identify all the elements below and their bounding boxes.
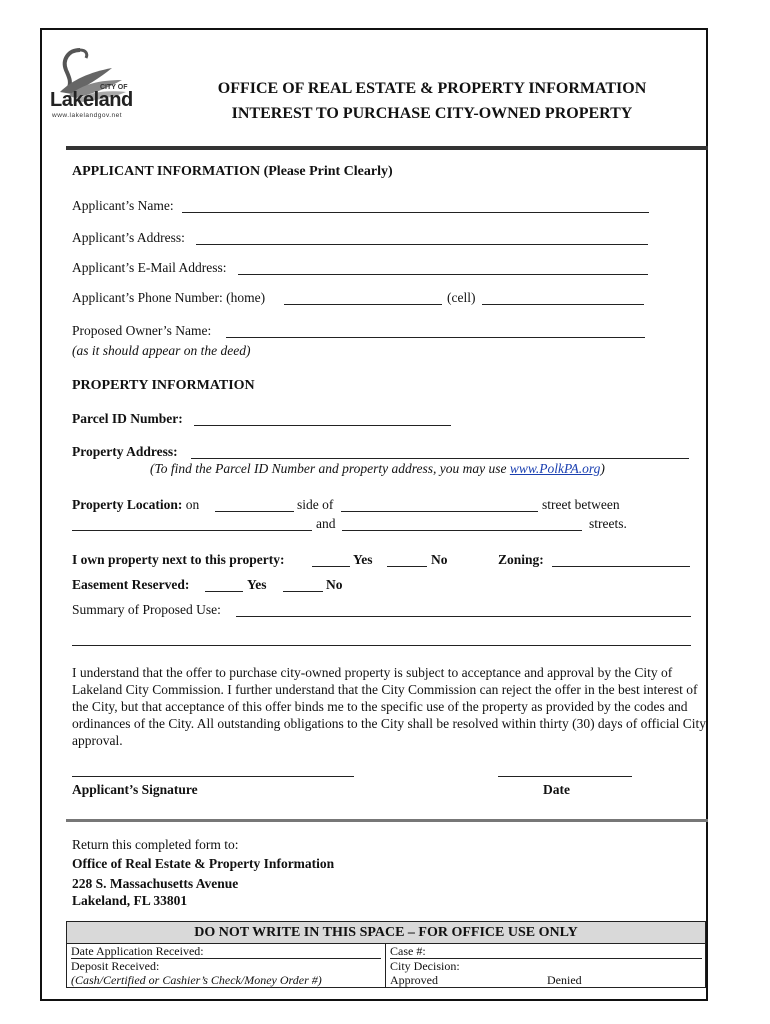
own-adjacent-label: I own property next to this property: bbox=[72, 552, 285, 567]
address-note-close: ) bbox=[600, 461, 605, 476]
parcel-id-label: Parcel ID Number: bbox=[72, 411, 183, 426]
return-office: Office of Real Estate & Property Information bbox=[72, 856, 335, 871]
easement-yes-field[interactable] bbox=[205, 591, 243, 592]
applicant-address-label: Applicant’s Address: bbox=[72, 230, 185, 245]
page-title-line2: INTEREST TO PURCHASE CITY-OWNED PROPERTY bbox=[231, 105, 633, 122]
acknowledgement-statement: I understand that the offer to purchase city-owned property is subject to acceptance and approval by the City of Lakeland City Commission. I further understand that the City Commission can reject the offer in the best interest of the City, but that acceptance of this offer binds me to the specific use of the property as provided by the codes and ordinances of the City. All outstanding obligations to the City shall be resolved within thirty (30) days of official City approval. bbox=[72, 665, 707, 748]
property-address-label: Property Address: bbox=[72, 444, 178, 459]
city-decision-label: City Decision: bbox=[390, 959, 460, 973]
deposit-note: (Cash/Certified or Cashier’s Check/Money Order #) bbox=[71, 973, 322, 987]
date-field[interactable] bbox=[498, 776, 632, 777]
logo-city-of: CITY OF bbox=[100, 84, 128, 91]
signature-divider bbox=[66, 819, 708, 822]
easement-no-field[interactable] bbox=[283, 591, 323, 592]
applicant-email-field[interactable] bbox=[238, 274, 648, 275]
date-received-cell: Date Application Received: bbox=[71, 944, 381, 959]
location-direction-field[interactable] bbox=[215, 511, 294, 512]
zoning-label: Zoning: bbox=[498, 552, 544, 567]
signature-label: Applicant’s Signature bbox=[72, 782, 198, 797]
office-use-title: DO NOT WRITE IN THIS SPACE – FOR OFFICE USE ONLY bbox=[67, 922, 705, 944]
city-logo bbox=[50, 44, 140, 124]
address-note-text: (To find the Parcel ID Number and property address, you may use bbox=[150, 461, 510, 476]
proposed-owner-field[interactable] bbox=[226, 337, 645, 338]
header-divider bbox=[66, 146, 708, 150]
easement-yes-label: Yes bbox=[247, 577, 267, 592]
applicant-section-title: APPLICANT INFORMATION (Please Print Clearly) bbox=[72, 164, 393, 179]
own-adjacent-yes-field[interactable] bbox=[312, 566, 350, 567]
deposit-received-label: Deposit Received: bbox=[71, 959, 160, 973]
decision-denied: Denied bbox=[547, 973, 582, 987]
office-use-box bbox=[66, 921, 706, 988]
own-adjacent-no-label: No bbox=[431, 552, 448, 567]
polkpa-link[interactable]: www.PolkPA.org bbox=[509, 461, 601, 476]
proposed-owner-label: Proposed Owner’s Name: bbox=[72, 323, 212, 338]
applicant-name-field[interactable] bbox=[182, 212, 649, 213]
applicant-address-field[interactable] bbox=[196, 244, 648, 245]
applicant-name-label: Applicant’s Name: bbox=[72, 198, 174, 213]
location-cross-street1-field[interactable] bbox=[72, 530, 312, 531]
own-adjacent-yes-label: Yes bbox=[353, 552, 373, 567]
logo-url: www.lakelandgov.net bbox=[52, 112, 123, 119]
summary-use-field-1[interactable] bbox=[236, 616, 691, 617]
property-address-note bbox=[150, 461, 605, 477]
property-location-row bbox=[72, 497, 199, 513]
proposed-owner-note: (as it should appear on the deed) bbox=[72, 343, 251, 358]
decision-approved: Approved bbox=[390, 973, 438, 987]
applicant-phone-cell-field[interactable] bbox=[482, 304, 644, 305]
location-street-field[interactable] bbox=[341, 511, 538, 512]
return-street: 228 S. Massachusetts Avenue bbox=[72, 876, 239, 891]
case-number-cell: Case #: bbox=[390, 944, 702, 959]
property-address-field[interactable] bbox=[191, 458, 689, 459]
logo-name: Lakeland bbox=[50, 89, 133, 111]
date-label: Date bbox=[543, 782, 570, 797]
page-title-line1: OFFICE OF REAL ESTATE & PROPERTY INFORMATION bbox=[217, 80, 647, 97]
applicant-phone-home-label: Applicant’s Phone Number: (home) bbox=[72, 290, 266, 305]
property-location-label: Property Location: bbox=[72, 497, 183, 512]
office-use-divider bbox=[385, 943, 386, 988]
location-side-of-text: side of bbox=[297, 497, 334, 512]
signature-field[interactable] bbox=[72, 776, 354, 777]
applicant-phone-cell-label: (cell) bbox=[447, 290, 476, 305]
location-streets-text: streets. bbox=[589, 516, 627, 531]
return-intro: Return this completed form to: bbox=[72, 837, 239, 852]
summary-use-label: Summary of Proposed Use: bbox=[72, 602, 221, 617]
location-street-between-text: street between bbox=[542, 497, 620, 512]
location-cross-street2-field[interactable] bbox=[342, 530, 582, 531]
applicant-phone-home-field[interactable] bbox=[284, 304, 442, 305]
own-adjacent-no-field[interactable] bbox=[387, 566, 427, 567]
zoning-field[interactable] bbox=[552, 566, 690, 567]
location-and-text: and bbox=[316, 516, 336, 531]
summary-use-field-2[interactable] bbox=[72, 645, 691, 646]
location-on-text: on bbox=[185, 497, 200, 512]
easement-label: Easement Reserved: bbox=[72, 577, 190, 592]
return-city: Lakeland, FL 33801 bbox=[72, 893, 188, 908]
parcel-id-field[interactable] bbox=[194, 425, 451, 426]
property-section-title: PROPERTY INFORMATION bbox=[72, 378, 255, 393]
applicant-email-label: Applicant’s E-Mail Address: bbox=[72, 260, 227, 275]
easement-no-label: No bbox=[326, 577, 343, 592]
